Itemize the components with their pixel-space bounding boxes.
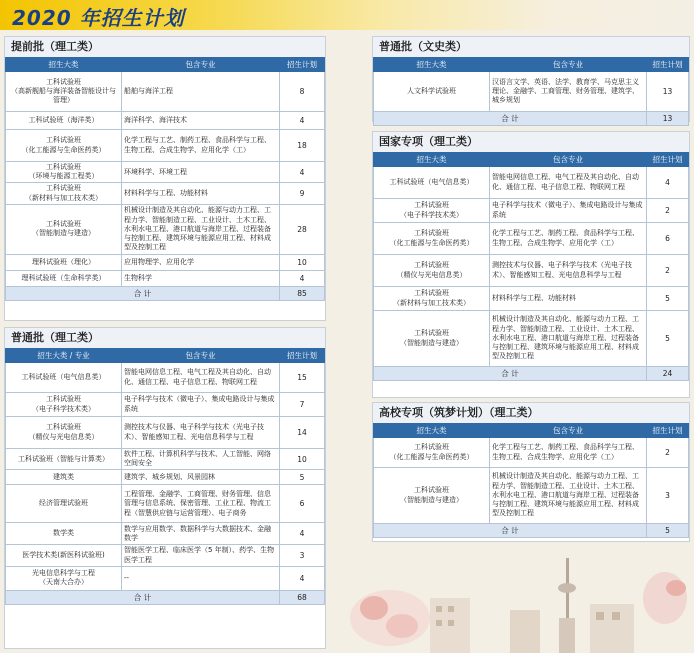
- majors-cell: 材料科学与工程、功能材料: [490, 287, 647, 311]
- category-cell: 工科试验班 （环境与能源工程类）: [6, 162, 122, 183]
- table-row: [374, 438, 689, 468]
- majors-cell: 工程管理、金融学、工商管理、财务管理、信息管理与信息系统、保密管理、工业工程、物流工程（智慧供应链与运营管理）、电子商务: [122, 485, 280, 523]
- category-cell: 建筑类: [6, 470, 122, 485]
- total-value: 13: [647, 112, 689, 126]
- category-cell: 数学类: [6, 523, 122, 545]
- table-row: [6, 393, 325, 417]
- table-row: [6, 270, 325, 286]
- category-cell: 理科试验班（理化）: [6, 254, 122, 270]
- category-cell: 工科试验班（智能与计算类）: [6, 449, 122, 470]
- plan-table: [5, 57, 325, 301]
- quota-cell: 10: [280, 254, 325, 270]
- total-label: 合 计: [374, 524, 647, 538]
- table-row: [6, 130, 325, 162]
- majors-cell: 化学工程与工艺、制药工程、食品科学与工程、生物工程、合成生物学、应用化学（工）: [490, 438, 647, 468]
- col-header-majors: 包含专业: [490, 58, 647, 72]
- majors-cell: 软件工程、计算机科学与技术、人工智能、网络空间安全: [122, 449, 280, 470]
- category-cell: 工科试验班 （化工能源与生命医药类）: [374, 438, 490, 468]
- total-value: 85: [280, 286, 325, 300]
- section-title: 普通批（文史类）: [373, 37, 689, 57]
- col-header-category: 招生大类 / 专业: [6, 349, 122, 363]
- category-cell: 工科试验班 （新材料与加工技术类）: [6, 183, 122, 204]
- category-cell: 经济管理试验班: [6, 485, 122, 523]
- col-header-quota: 招生计划: [280, 349, 325, 363]
- plan-table: [373, 57, 689, 126]
- quota-cell: 2: [647, 255, 689, 287]
- col-header-majors: 包含专业: [122, 58, 280, 72]
- category-cell: 工科试验班（电气信息类）: [6, 363, 122, 393]
- col-header-category: 招生大类: [374, 424, 490, 438]
- table-row: [6, 162, 325, 183]
- quota-cell: 6: [647, 223, 689, 255]
- total-label: 合 计: [6, 590, 280, 604]
- quota-cell: 13: [647, 72, 689, 112]
- plan-table: [373, 423, 689, 538]
- section-putongpi-wenshi: [372, 36, 690, 122]
- banner-title: 2020 年招生计划: [12, 6, 185, 30]
- table-row: [6, 72, 325, 112]
- section-putongpi-ligong: [4, 327, 326, 649]
- category-cell: 工科试验班 （精仪与光电信息类）: [6, 417, 122, 449]
- total-row: [6, 286, 325, 300]
- table-row: [374, 287, 689, 311]
- majors-cell: 海洋科学、海洋技术: [122, 112, 280, 130]
- section-title: 普通批（理工类）: [5, 328, 325, 348]
- category-cell: 人文科学试验班: [374, 72, 490, 112]
- quota-cell: 9: [280, 183, 325, 204]
- majors-cell: 测控技术与仪器、电子科学与技术（光电子技术）、智能感知工程、光电信息科学与工程: [122, 417, 280, 449]
- table-row: [6, 254, 325, 270]
- col-header-quota: 招生计划: [647, 153, 689, 167]
- majors-cell: 智能电网信息工程、电气工程及其自动化、自动化、通信工程、电子信息工程、物联网工程: [490, 167, 647, 199]
- quota-cell: 4: [280, 566, 325, 590]
- quota-cell: 4: [647, 167, 689, 199]
- quota-cell: 15: [280, 363, 325, 393]
- category-cell: 工科试验班 （智能制造与建造）: [374, 468, 490, 524]
- section-title: 提前批（理工类）: [5, 37, 325, 57]
- section-gaoxiao: [372, 402, 690, 542]
- table-row: [6, 417, 325, 449]
- total-row: [374, 112, 689, 126]
- plan-table: [5, 348, 325, 605]
- city-skyline-illustration: [330, 548, 694, 653]
- quota-cell: 5: [647, 311, 689, 367]
- total-label: 合 计: [374, 112, 647, 126]
- section-title: 高校专项（筑梦计划）（理工类）: [373, 403, 689, 423]
- section-tiqianpi: [4, 36, 326, 321]
- title-banner: [0, 0, 694, 30]
- majors-cell: 机械设计制造及其自动化、能源与动力工程、工程力学、智能制造工程、工业设计、土木工程、水利水电工程、港口航道与海岸工程、过程装备与控制工程、建筑环境与能源应用工程、材料成型及控制工程: [490, 311, 647, 367]
- total-row: [374, 524, 689, 538]
- plan-table: [373, 152, 689, 381]
- table-row: [6, 112, 325, 130]
- majors-cell: 智能医学工程、临床医学（5 年制）、药学、生物医学工程: [122, 545, 280, 566]
- quota-cell: 2: [647, 199, 689, 223]
- col-header-quota: 招生计划: [280, 58, 325, 72]
- category-cell: 工科试验班 （化工能源与生命医药类）: [6, 130, 122, 162]
- quota-cell: 28: [280, 204, 325, 254]
- table-row: [374, 72, 689, 112]
- quota-cell: 18: [280, 130, 325, 162]
- total-label: 合 计: [374, 367, 647, 381]
- category-cell: 理科试验班（生命科学类）: [6, 270, 122, 286]
- quota-cell: 14: [280, 417, 325, 449]
- col-header-category: 招生大类: [374, 153, 490, 167]
- category-cell: 工科试验班 （化工能源与生命医药类）: [374, 223, 490, 255]
- quota-cell: 5: [647, 287, 689, 311]
- col-header-majors: 包含专业: [122, 349, 280, 363]
- quota-cell: 4: [280, 523, 325, 545]
- table-row: [374, 167, 689, 199]
- col-header-majors: 包含专业: [490, 424, 647, 438]
- majors-cell: 测控技术与仪器、电子科学与技术（光电子技术）、智能感知工程、光电信息科学与工程: [490, 255, 647, 287]
- majors-cell: 汉语言文学、英语、法学、教育学、马克思主义理论、金融学、工商管理、财务管理、建筑学、城乡规划: [490, 72, 647, 112]
- table-row: [6, 566, 325, 590]
- table-row: [6, 545, 325, 566]
- category-cell: 工科试验班 （高新舰船与海洋装备智能设计与管理）: [6, 72, 122, 112]
- category-cell: 工科试验班 （电子科学技术类）: [374, 199, 490, 223]
- quota-cell: 4: [280, 162, 325, 183]
- category-cell: 医学技术类(新医科试验班): [6, 545, 122, 566]
- majors-cell: 环境科学、环境工程: [122, 162, 280, 183]
- majors-cell: 机械设计制造及其自动化、能源与动力工程、工程力学、智能制造工程、工业设计、土木工程、水利水电工程、港口航道与海岸工程、过程装备与控制工程、建筑环境与能源应用工程、材料成型及控制工程: [490, 468, 647, 524]
- total-value: 24: [647, 367, 689, 381]
- total-row: [374, 367, 689, 381]
- category-cell: 工科试验班 （电子科学技术类）: [6, 393, 122, 417]
- quota-cell: 3: [647, 468, 689, 524]
- col-header-majors: 包含专业: [490, 153, 647, 167]
- majors-cell: 建筑学、城乡规划、风景园林: [122, 470, 280, 485]
- col-header-category: 招生大类: [6, 58, 122, 72]
- quota-cell: 6: [280, 485, 325, 523]
- table-row: [374, 311, 689, 367]
- category-cell: 工科试验班 （新材料与加工技术类）: [374, 287, 490, 311]
- majors-cell: 电子科学与技术（微电子）、集成电路设计与集成系统: [122, 393, 280, 417]
- table-row: [374, 199, 689, 223]
- category-cell: 工科试验班（电气信息类）: [374, 167, 490, 199]
- majors-cell: 电子科学与技术（微电子）、集成电路设计与集成系统: [490, 199, 647, 223]
- quota-cell: 4: [280, 112, 325, 130]
- col-header-quota: 招生计划: [647, 424, 689, 438]
- table-row: [6, 485, 325, 523]
- total-row: [6, 590, 325, 604]
- category-cell: 工科试验班 （精仪与光电信息类）: [374, 255, 490, 287]
- majors-cell: 化学工程与工艺、制药工程、食品科学与工程、生物工程、合成生物学、应用化学（工）: [490, 223, 647, 255]
- majors-cell: 化学工程与工艺、制药工程、食品科学与工程、生物工程、合成生物学、应用化学（工）: [122, 130, 280, 162]
- col-header-quota: 招生计划: [647, 58, 689, 72]
- category-cell: 工科试验班 （智能制造与建造）: [6, 204, 122, 254]
- majors-cell: 机械设计制造及其自动化、能源与动力工程、工程力学、智能制造工程、工业设计、土木工程、水利水电工程、港口航道与海岸工程、过程装备与控制工程、建筑环境与能源应用工程、材料成型及控制工程: [122, 204, 280, 254]
- col-header-category: 招生大类: [374, 58, 490, 72]
- table-row: [6, 183, 325, 204]
- quota-cell: 2: [647, 438, 689, 468]
- category-cell: 光电信息科学与工程 （天南大合办）: [6, 566, 122, 590]
- table-row: [6, 470, 325, 485]
- majors-cell: 应用物理学、应用化学: [122, 254, 280, 270]
- majors-cell: 船舶与海洋工程: [122, 72, 280, 112]
- quota-cell: 8: [280, 72, 325, 112]
- category-cell: 工科试验班 （智能制造与建造）: [374, 311, 490, 367]
- total-label: 合 计: [6, 286, 280, 300]
- section-guojia: [372, 131, 690, 398]
- quota-cell: 5: [280, 470, 325, 485]
- section-title: 国家专项（理工类）: [373, 132, 689, 152]
- table-row: [6, 363, 325, 393]
- total-value: 5: [647, 524, 689, 538]
- table-row: [6, 449, 325, 470]
- category-cell: 工科试验班（海洋类）: [6, 112, 122, 130]
- majors-cell: 数学与应用数学、数据科学与大数据技术、金融数学: [122, 523, 280, 545]
- table-row: [374, 255, 689, 287]
- table-row: [374, 223, 689, 255]
- table-row: [6, 523, 325, 545]
- majors-cell: 生物科学: [122, 270, 280, 286]
- table-row: [6, 204, 325, 254]
- quota-cell: 10: [280, 449, 325, 470]
- majors-cell: --: [122, 566, 280, 590]
- table-row: [374, 468, 689, 524]
- quota-cell: 3: [280, 545, 325, 566]
- total-value: 68: [280, 590, 325, 604]
- majors-cell: 智能电网信息工程、电气工程及其自动化、自动化、通信工程、电子信息工程、物联网工程: [122, 363, 280, 393]
- quota-cell: 7: [280, 393, 325, 417]
- majors-cell: 材料科学与工程、功能材料: [122, 183, 280, 204]
- quota-cell: 4: [280, 270, 325, 286]
